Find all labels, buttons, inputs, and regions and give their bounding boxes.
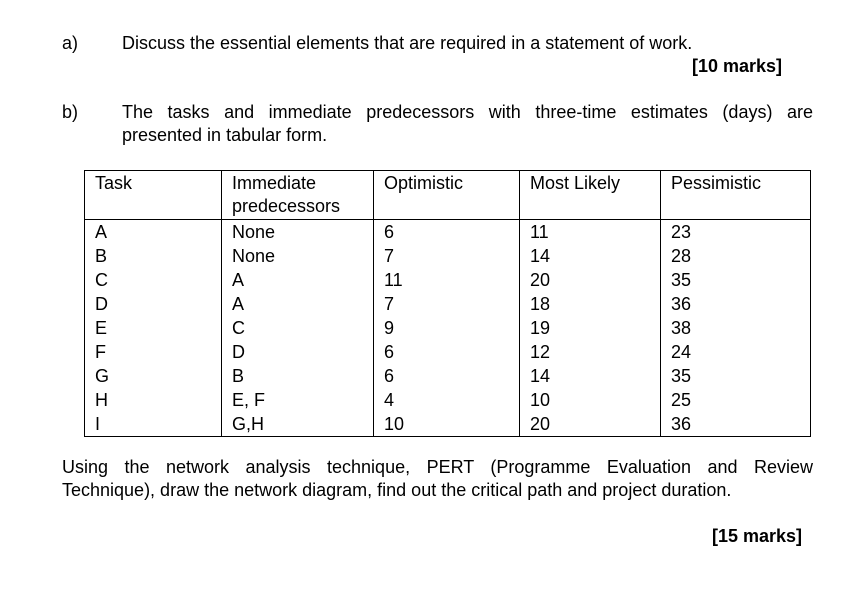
- table-row: [85, 364, 811, 388]
- header-immediate-predecessors: [222, 171, 374, 220]
- cell-predecessors: None: [222, 244, 374, 268]
- cell-task: E: [85, 316, 222, 340]
- header-pred-line2: predecessors: [232, 196, 341, 216]
- cell-task: I: [85, 412, 222, 437]
- header-pred-line1: Immediate: [232, 173, 317, 193]
- header-pessimistic: Pessimistic: [661, 171, 811, 220]
- cell-optimistic: 11: [374, 268, 520, 292]
- instruction-line1: Using the network analysis technique, PERT (Programme Evaluation and Review: [62, 457, 813, 477]
- part-a-question: Discuss the essential elements that are required in a statement of work.: [122, 33, 693, 53]
- cell-predecessors: B: [222, 364, 374, 388]
- cell-pessimistic: 36: [661, 412, 811, 437]
- cell-task: G: [85, 364, 222, 388]
- cell-most-likely: 10: [520, 388, 661, 412]
- cell-optimistic: 6: [374, 364, 520, 388]
- cell-most-likely: 19: [520, 316, 661, 340]
- cell-predecessors: G,H: [222, 412, 374, 437]
- header-task: Task: [85, 171, 222, 220]
- table-row: [85, 412, 811, 437]
- cell-pessimistic: 23: [661, 220, 811, 245]
- table-row: [85, 244, 811, 268]
- cell-most-likely: 12: [520, 340, 661, 364]
- part-a-label: a): [62, 33, 79, 53]
- cell-pessimistic: 28: [661, 244, 811, 268]
- cell-optimistic: 7: [374, 292, 520, 316]
- part-b-intro-line1: The tasks and immediate predecessors with three-time estimates (days) are: [122, 102, 813, 122]
- cell-predecessors: A: [222, 292, 374, 316]
- instruction-line2: Technique), draw the network diagram, find out the critical path and project duration.: [62, 480, 732, 500]
- table-header-row: [85, 171, 811, 220]
- cell-most-likely: 11: [520, 220, 661, 245]
- part-b-intro-line2: presented in tabular form.: [122, 125, 328, 145]
- cell-predecessors: A: [222, 268, 374, 292]
- cell-most-likely: 20: [520, 268, 661, 292]
- header-most-likely: Most Likely: [520, 171, 661, 220]
- cell-predecessors: None: [222, 220, 374, 245]
- header-optimistic: Optimistic: [374, 171, 520, 220]
- cell-most-likely: 14: [520, 244, 661, 268]
- cell-task: D: [85, 292, 222, 316]
- table-row: [85, 220, 811, 245]
- cell-most-likely: 14: [520, 364, 661, 388]
- cell-most-likely: 20: [520, 412, 661, 437]
- cell-optimistic: 4: [374, 388, 520, 412]
- table-row: [85, 292, 811, 316]
- cell-optimistic: 7: [374, 244, 520, 268]
- cell-predecessors: D: [222, 340, 374, 364]
- table-row: [85, 316, 811, 340]
- part-a-marks: [10 marks]: [692, 56, 783, 76]
- cell-predecessors: E, F: [222, 388, 374, 412]
- cell-predecessors: C: [222, 316, 374, 340]
- cell-optimistic: 10: [374, 412, 520, 437]
- cell-task: A: [85, 220, 222, 245]
- table-row: [85, 268, 811, 292]
- cell-pessimistic: 24: [661, 340, 811, 364]
- cell-task: C: [85, 268, 222, 292]
- pert-estimates-table: [84, 170, 811, 437]
- part-b-label: b): [62, 102, 79, 122]
- part-b-marks: [15 marks]: [712, 526, 803, 546]
- cell-pessimistic: 35: [661, 364, 811, 388]
- cell-most-likely: 18: [520, 292, 661, 316]
- cell-optimistic: 9: [374, 316, 520, 340]
- cell-pessimistic: 25: [661, 388, 811, 412]
- cell-optimistic: 6: [374, 220, 520, 245]
- cell-pessimistic: 36: [661, 292, 811, 316]
- cell-task: F: [85, 340, 222, 364]
- cell-pessimistic: 35: [661, 268, 811, 292]
- table-row: [85, 388, 811, 412]
- cell-optimistic: 6: [374, 340, 520, 364]
- cell-pessimistic: 38: [661, 316, 811, 340]
- table-row: [85, 340, 811, 364]
- cell-task: H: [85, 388, 222, 412]
- cell-task: B: [85, 244, 222, 268]
